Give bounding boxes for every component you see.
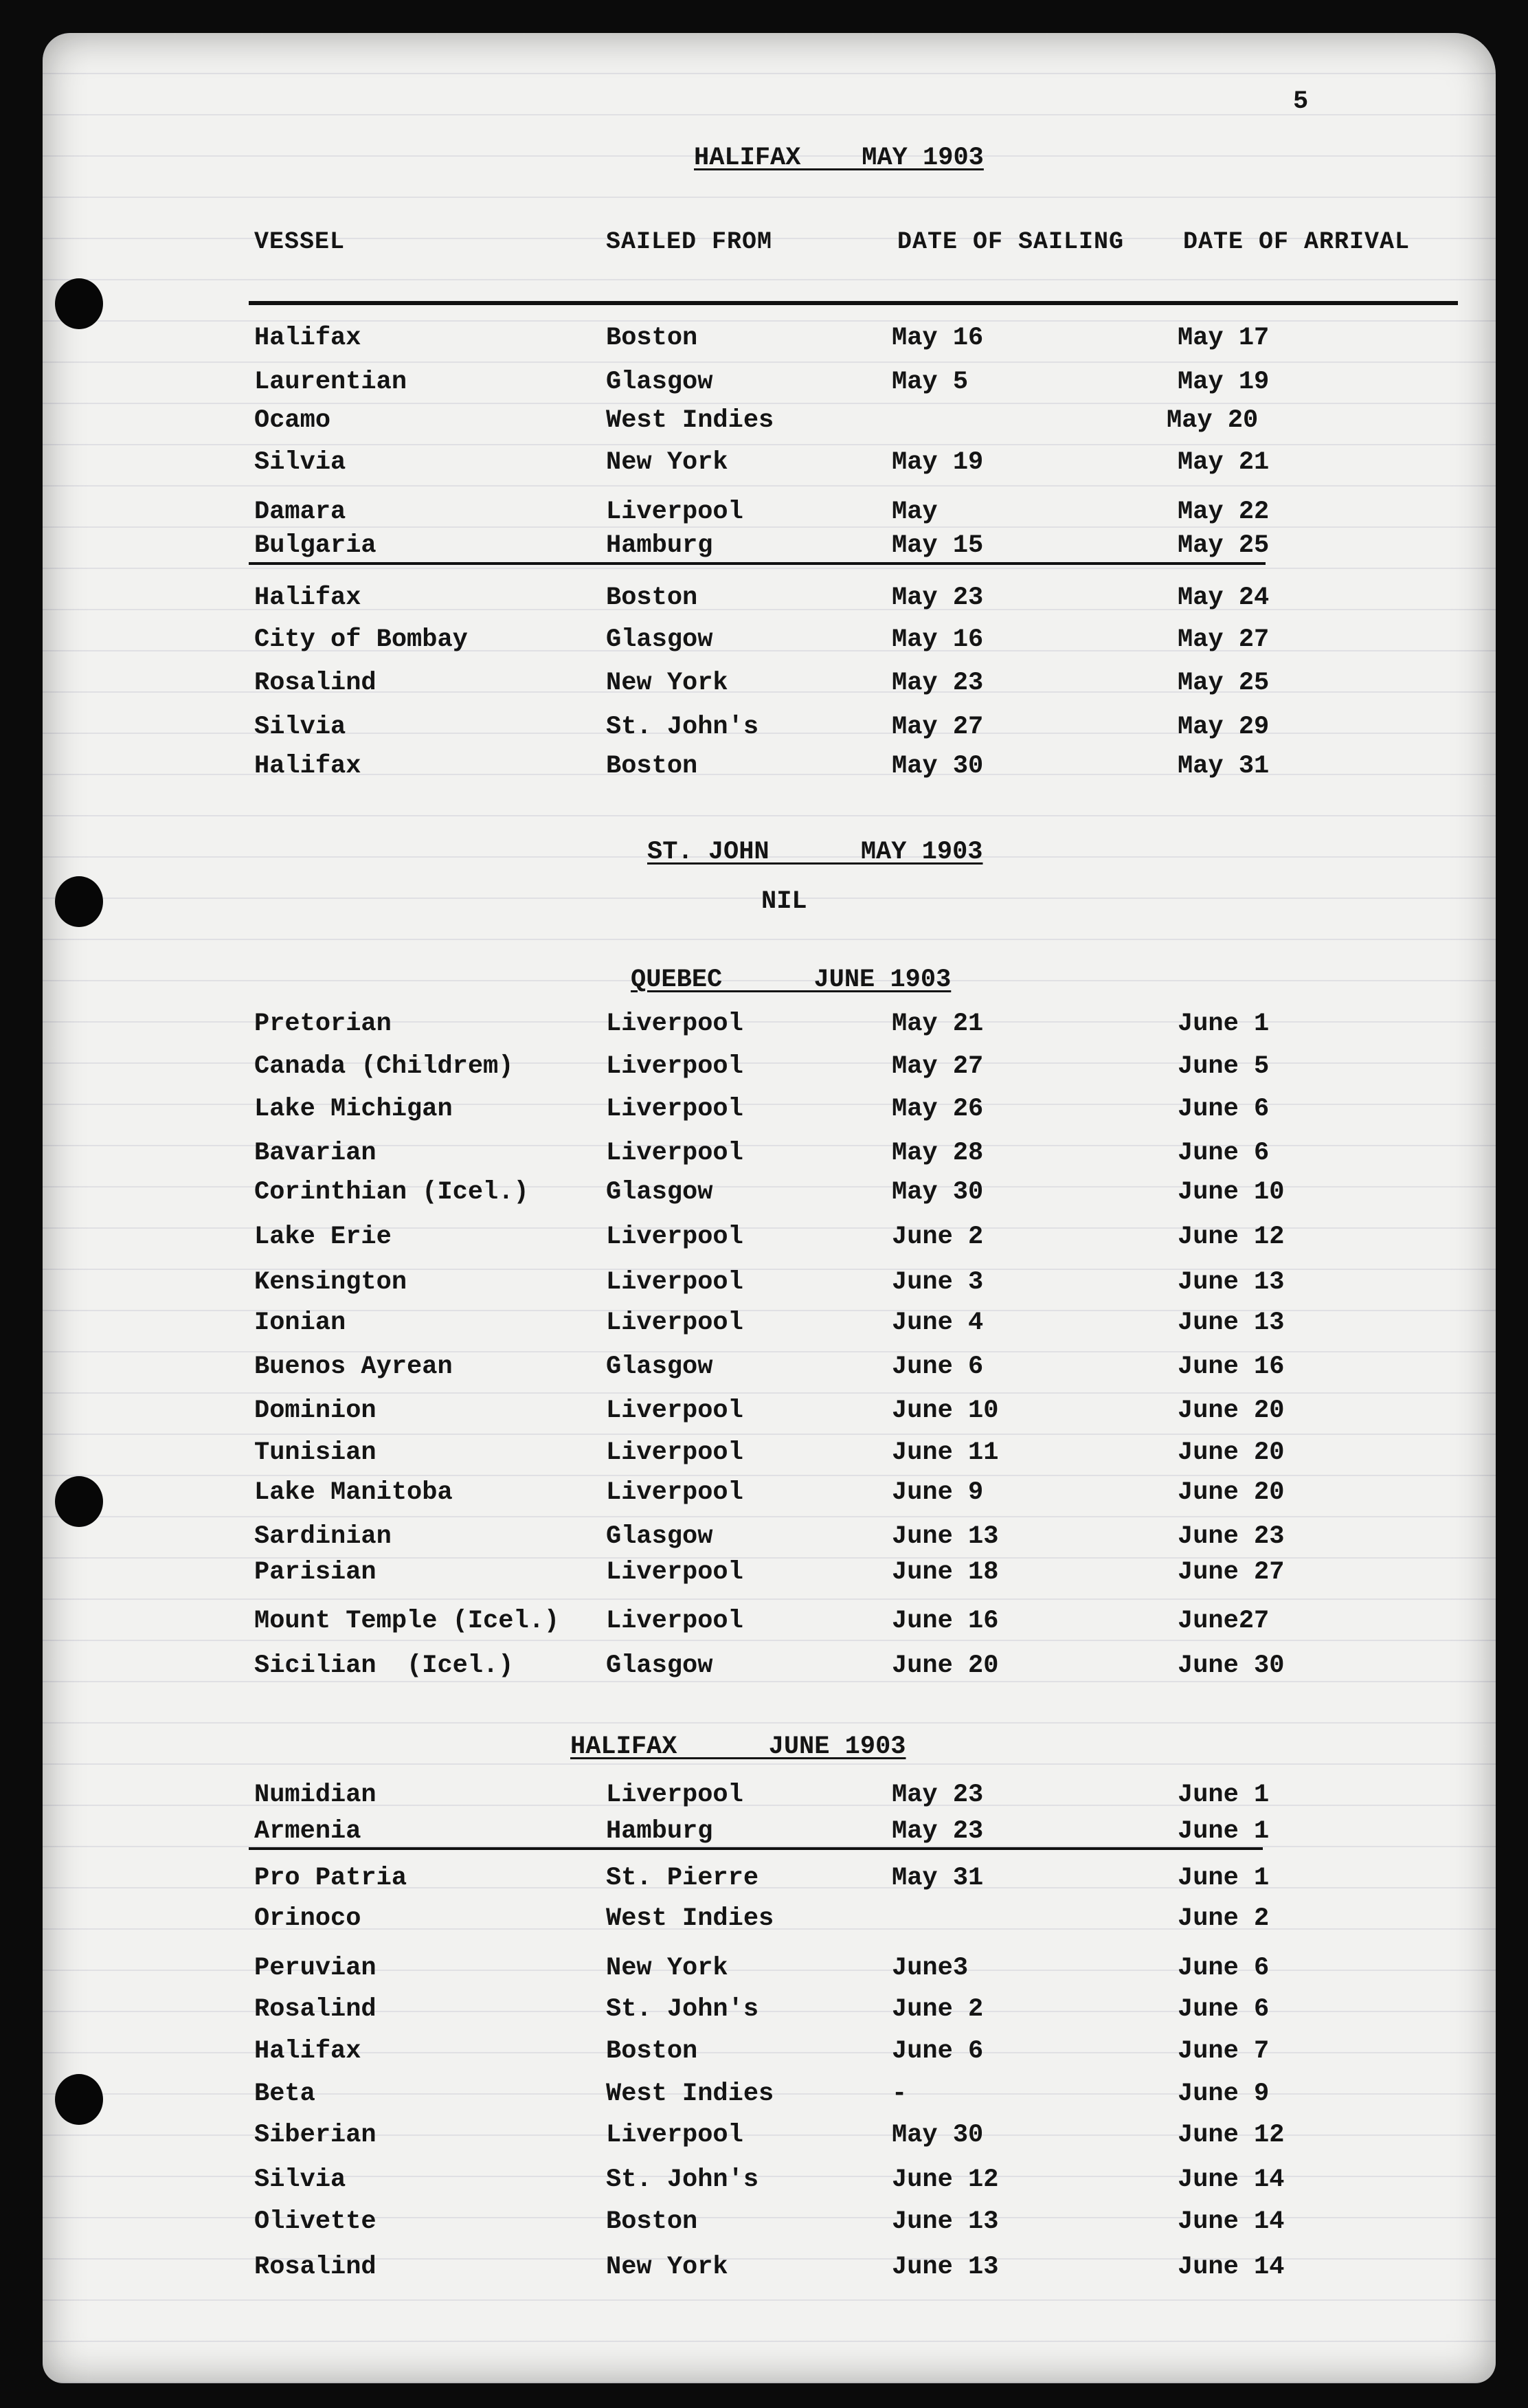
arrival-date-cell: June 23 [1178, 1522, 1285, 1551]
sailing-date-cell: June 20 [892, 1651, 999, 1680]
arrival-date-cell: June 6 [1178, 1095, 1270, 1124]
page-number: 5 [1293, 87, 1309, 116]
sailing-date-cell: May 5 [892, 368, 969, 397]
sailed-from-cell: Liverpool [606, 1223, 743, 1251]
sailed-from-cell: West Indies [606, 2080, 774, 2108]
sailing-date-cell: June 13 [892, 2207, 999, 2236]
sailed-from-cell: St. John's [606, 2165, 759, 2194]
sailed-from-cell: Glasgow [606, 1651, 713, 1680]
arrival-date-cell: June 20 [1178, 1438, 1285, 1467]
vessel-cell: Buenos Ayrean [254, 1352, 453, 1381]
sailing-date-cell: May 23 [892, 583, 984, 612]
vessel-cell: Rosalind [254, 669, 377, 698]
arrival-date-cell: June 10 [1178, 1178, 1285, 1207]
arrival-date-cell: June 12 [1178, 1223, 1285, 1251]
sailed-from-cell: Glasgow [606, 1178, 713, 1207]
punch-hole [55, 2074, 103, 2125]
sailed-from-cell: Glasgow [606, 1522, 713, 1551]
vessel-cell: Armenia [254, 1817, 361, 1846]
vessel-cell: Halifax [254, 324, 361, 353]
vessel-cell: Ionian [254, 1308, 346, 1337]
arrival-date-cell: June 1 [1178, 1817, 1270, 1846]
sailing-date-cell: May 30 [892, 1178, 984, 1207]
sailed-from-cell: New York [606, 448, 728, 477]
sailed-from-cell: Liverpool [606, 2121, 743, 2150]
arrival-date-cell: May 24 [1178, 583, 1270, 612]
arrival-date-cell: June 6 [1178, 1139, 1270, 1168]
arrival-date-cell: June 20 [1178, 1478, 1285, 1507]
sailing-date-cell: May 27 [892, 713, 984, 742]
sailing-date-cell: May 27 [892, 1052, 984, 1081]
vessel-cell: Tunisian [254, 1438, 377, 1467]
vessel-cell: Lake Michigan [254, 1095, 453, 1124]
header-divider [249, 301, 1458, 305]
sailed-from-cell: Boston [606, 2207, 698, 2236]
nil-note: NIL [761, 887, 807, 916]
vessel-cell: Silvia [254, 713, 346, 742]
sailed-from-cell: Liverpool [606, 1438, 743, 1467]
sailed-from-cell: New York [606, 669, 728, 698]
column-header-date-of-arrival: DATE OF ARRIVAL [1183, 228, 1411, 256]
vessel-cell: Numidian [254, 1781, 377, 1809]
vessel-cell: Rosalind [254, 1995, 377, 2024]
vessel-cell: Silvia [254, 448, 346, 477]
arrival-date-cell: June 14 [1178, 2207, 1285, 2236]
arrival-date-cell: June 6 [1178, 1954, 1270, 1983]
sailed-from-cell: Glasgow [606, 625, 713, 654]
arrival-date-cell: May 29 [1178, 713, 1270, 742]
sailing-date-cell: June 6 [892, 1352, 984, 1381]
arrival-date-cell: June 14 [1178, 2165, 1285, 2194]
section-title: ST. JOHN MAY 1903 [647, 838, 983, 867]
vessel-cell: Orinoco [254, 1904, 361, 1933]
vessel-cell: Rosalind [254, 2253, 377, 2282]
vessel-cell: Lake Erie [254, 1223, 392, 1251]
section-title: HALIFAX JUNE 1903 [570, 1732, 906, 1761]
vessel-cell: City of Bombay [254, 625, 468, 654]
arrival-date-cell: June 6 [1178, 1995, 1270, 2024]
vessel-cell: Canada (Childrem) [254, 1052, 514, 1081]
sailing-date-cell: June 10 [892, 1396, 999, 1425]
vessel-cell: Parisian [254, 1558, 377, 1587]
sailing-date-cell: June 3 [892, 1268, 984, 1297]
sailed-from-cell: Liverpool [606, 1558, 743, 1587]
sailed-from-cell: Liverpool [606, 1268, 743, 1297]
arrival-date-cell: May 22 [1178, 498, 1270, 526]
sailing-date-cell: May [892, 498, 938, 526]
sailing-date-cell: May 30 [892, 2121, 984, 2150]
sailed-from-cell: Hamburg [606, 1817, 713, 1846]
group-divider [249, 1847, 1263, 1850]
vessel-cell: Lake Manitoba [254, 1478, 453, 1507]
sailed-from-cell: St. John's [606, 713, 759, 742]
sailed-from-cell: Hamburg [606, 531, 713, 560]
sailing-date-cell: June 9 [892, 1478, 984, 1507]
sailing-date-cell: June 16 [892, 1607, 999, 1636]
arrival-date-cell: June 13 [1178, 1268, 1285, 1297]
vessel-cell: Halifax [254, 752, 361, 781]
arrival-date-cell: June 1 [1178, 1010, 1270, 1038]
sailing-date-cell: June 13 [892, 1522, 999, 1551]
column-header-sailed-from: SAILED FROM [606, 228, 773, 256]
arrival-date-cell: May 20 [1167, 406, 1259, 435]
vessel-cell: Ocamo [254, 406, 331, 435]
sailed-from-cell: Liverpool [606, 1010, 743, 1038]
sailing-date-cell: May 30 [892, 752, 984, 781]
sailing-date-cell: May 16 [892, 324, 984, 353]
arrival-date-cell: May 27 [1178, 625, 1270, 654]
sailing-date-cell: May 23 [892, 1781, 984, 1809]
sailing-date-cell: May 31 [892, 1864, 984, 1893]
sailed-from-cell: West Indies [606, 1904, 774, 1933]
sailed-from-cell: New York [606, 1954, 728, 1983]
arrival-date-cell: June 27 [1178, 1558, 1285, 1587]
sailing-date-cell: May 26 [892, 1095, 984, 1124]
vessel-cell: Damara [254, 498, 346, 526]
arrival-date-cell: June 5 [1178, 1052, 1270, 1081]
arrival-date-cell: June 2 [1178, 1904, 1270, 1933]
vessel-cell: Sardinian [254, 1522, 392, 1551]
sailed-from-cell: Glasgow [606, 368, 713, 397]
sailing-date-cell: June3 [892, 1954, 969, 1983]
vessel-cell: Bavarian [254, 1139, 377, 1168]
vessel-cell: Mount Temple (Icel.) [254, 1607, 560, 1636]
arrival-date-cell: June 14 [1178, 2253, 1285, 2282]
vessel-cell: Kensington [254, 1268, 407, 1297]
sailing-date-cell: - [892, 2080, 908, 2108]
arrival-date-cell: May 25 [1178, 669, 1270, 698]
arrival-date-cell: June27 [1178, 1607, 1270, 1636]
sailing-date-cell: May 16 [892, 625, 984, 654]
arrival-date-cell: May 17 [1178, 324, 1270, 353]
column-header-date-of-sailing: DATE OF SAILING [897, 228, 1125, 256]
sailed-from-cell: Liverpool [606, 498, 743, 526]
sailed-from-cell: Boston [606, 583, 698, 612]
sailing-date-cell: May 28 [892, 1139, 984, 1168]
sailed-from-cell: Boston [606, 324, 698, 353]
vessel-cell: Beta [254, 2080, 315, 2108]
sailed-from-cell: New York [606, 2253, 728, 2282]
arrival-date-cell: May 31 [1178, 752, 1270, 781]
vessel-cell: Olivette [254, 2207, 377, 2236]
vessel-cell: Silvia [254, 2165, 346, 2194]
vessel-cell: Pro Patria [254, 1864, 407, 1893]
sailed-from-cell: Liverpool [606, 1396, 743, 1425]
sailed-from-cell: Liverpool [606, 1052, 743, 1081]
arrival-date-cell: May 21 [1178, 448, 1270, 477]
sailing-date-cell: June 12 [892, 2165, 999, 2194]
sailing-date-cell: June 4 [892, 1308, 984, 1337]
sailing-date-cell: June 6 [892, 2037, 984, 2066]
arrival-date-cell: June 30 [1178, 1651, 1285, 1680]
sailed-from-cell: Liverpool [606, 1478, 743, 1507]
punch-hole [55, 278, 103, 329]
vessel-cell: Dominion [254, 1396, 377, 1425]
arrival-date-cell: June 13 [1178, 1308, 1285, 1337]
punch-hole [55, 1476, 103, 1527]
sailing-date-cell: June 18 [892, 1558, 999, 1587]
sailed-from-cell: St. John's [606, 1995, 759, 2024]
sailed-from-cell: West Indies [606, 406, 774, 435]
sailing-date-cell: June 11 [892, 1438, 999, 1467]
sailing-date-cell: May 21 [892, 1010, 984, 1038]
sailing-date-cell: May 19 [892, 448, 984, 477]
section-title: QUEBEC JUNE 1903 [631, 966, 952, 994]
sailing-date-cell: June 2 [892, 1223, 984, 1251]
sailed-from-cell: Boston [606, 752, 698, 781]
sailed-from-cell: Boston [606, 2037, 698, 2066]
sailing-date-cell: May 23 [892, 669, 984, 698]
sailed-from-cell: Liverpool [606, 1781, 743, 1809]
arrival-date-cell: June 9 [1178, 2080, 1270, 2108]
sailed-from-cell: St. Pierre [606, 1864, 759, 1893]
arrival-date-cell: May 25 [1178, 531, 1270, 560]
arrival-date-cell: June 1 [1178, 1864, 1270, 1893]
sailed-from-cell: Liverpool [606, 1095, 743, 1124]
vessel-cell: Peruvian [254, 1954, 377, 1983]
vessel-cell: Siberian [254, 2121, 377, 2150]
arrival-date-cell: June 16 [1178, 1352, 1285, 1381]
vessel-cell: Bulgaria [254, 531, 377, 560]
vessel-cell: Laurentian [254, 368, 407, 397]
vessel-cell: Pretorian [254, 1010, 392, 1038]
punch-hole [55, 876, 103, 927]
arrival-date-cell: June 7 [1178, 2037, 1270, 2066]
sailing-date-cell: May 15 [892, 531, 984, 560]
section-title: HALIFAX MAY 1903 [694, 144, 984, 172]
arrival-date-cell: May 19 [1178, 368, 1270, 397]
sailed-from-cell: Liverpool [606, 1139, 743, 1168]
sailed-from-cell: Glasgow [606, 1352, 713, 1381]
sailing-date-cell: May 23 [892, 1817, 984, 1846]
group-divider [249, 562, 1266, 565]
vessel-cell: Sicilian (Icel.) [254, 1651, 514, 1680]
vessel-cell: Halifax [254, 583, 361, 612]
vessel-cell: Corinthian (Icel.) [254, 1178, 529, 1207]
column-header-vessel: VESSEL [254, 228, 346, 256]
sailing-date-cell: June 2 [892, 1995, 984, 2024]
arrival-date-cell: June 20 [1178, 1396, 1285, 1425]
sailed-from-cell: Liverpool [606, 1308, 743, 1337]
arrival-date-cell: June 12 [1178, 2121, 1285, 2150]
sailing-date-cell: June 13 [892, 2253, 999, 2282]
sailed-from-cell: Liverpool [606, 1607, 743, 1636]
arrival-date-cell: June 1 [1178, 1781, 1270, 1809]
vessel-cell: Halifax [254, 2037, 361, 2066]
